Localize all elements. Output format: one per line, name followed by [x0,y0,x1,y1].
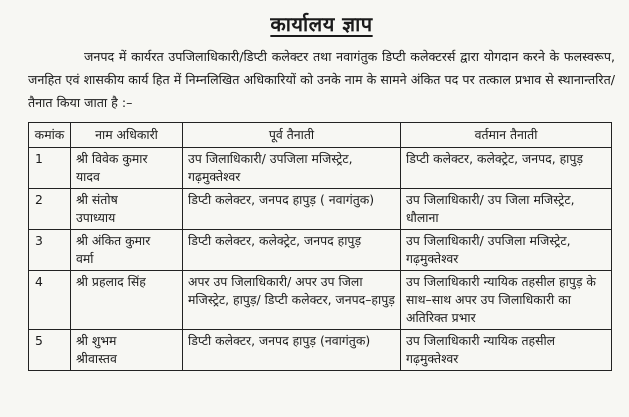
previous-posting-cell: उप जिलाधिकारी/ उपजिला मजिस्ट्रेट, गढ़मुक्तेश्वर [183,148,401,189]
officer-name-line1: श्री संतोष [76,192,118,207]
table-row [29,271,612,330]
header-previous-posting: पूर्व तैनाती [183,123,401,148]
officer-name-line1: श्री प्रहलाद सिंह [76,274,146,289]
transfer-table [28,122,612,371]
officer-name-cell [71,189,183,230]
officer-name-line1: श्री शुभम [76,333,117,348]
officer-name-cell [71,230,183,271]
serial-cell: 2 [29,189,71,230]
officer-name-line1: श्री विवेक कुमार [76,151,148,166]
table-row [29,148,612,189]
header-officer-name: नाम अधिकारी [71,123,183,148]
officer-name-line1: श्री अंकित कुमार [76,233,151,248]
serial-cell: 5 [29,330,71,371]
officer-name-line2: श्रीवास्तव [76,351,117,366]
previous-posting-cell: अपर उप जिलाधिकारी/ अपर उप जिला मजिस्ट्रेट, हापुड़/ डिप्टी कलेक्टर, जनपद–हापुड़ [183,271,401,330]
officer-name-line2: यादव [76,169,100,184]
previous-posting-cell: डिप्टी कलेक्टर, कलेक्ट्रेट, जनपद हापुड़ [183,230,401,271]
officer-name-cell [71,330,183,371]
table-row [29,230,612,271]
table-header-row [29,123,612,148]
memo-title: कार्यालय ज्ञाप [270,12,373,36]
previous-posting-cell: डिप्टी कलेक्टर, जनपद हापुड़ ( नवागंतुक) [183,189,401,230]
memo-intro-paragraph: जनपद में कार्यरत उपजिलाधिकारी/डिप्टी कलेक्टर तथा नवागंतुक डिप्टी कलेक्टरर्स द्वारा योगदान करने के फलस्वरूप, जनहित एवं शासकीय कार्य हित में निम्नलिखित अधिकारियों को उनके नाम के सामने अंकित पद पर तत्काल प्रभाव से स्थानान्तरित/तैनात किया जाता है :– [28,49,615,110]
header-serial: कमांक [29,123,71,148]
current-posting-cell: उप जिलाधिकारी/ उप जिला मजिस्ट्रेट, धौलाना [401,189,612,230]
previous-posting-cell: डिप्टी कलेक्टर, जनपद हापुड़ (नवागंतुक) [183,330,401,371]
current-posting-cell: डिप्टी कलेक्टर, कलेक्ट्रेट, जनपद, हापुड़ [401,148,612,189]
table-row [29,189,612,230]
current-posting-cell: उप जिलाधिकारी/ उपजिला मजिस्ट्रेट, गढ़मुक्तेश्वर [401,230,612,271]
officer-name-line2: उपाध्याय [76,210,116,225]
header-current-posting: वर्तमान तैनाती [401,123,612,148]
table-row [29,330,612,371]
officer-name-line2: वर्मा [76,251,94,266]
current-posting-cell: उप जिलाधिकारी न्यायिक तहसील गढ़मुक्तेश्वर [401,330,612,371]
officer-name-cell [71,271,183,330]
officer-name-cell [71,148,183,189]
serial-cell: 4 [29,271,71,330]
serial-cell: 1 [29,148,71,189]
current-posting-cell: उप जिलाधिकारी न्यायिक तहसील हापुड़ के साथ–साथ अपर उप जिलाधिकारी का अतिरिक्त प्रभार [401,271,612,330]
serial-cell: 3 [29,230,71,271]
